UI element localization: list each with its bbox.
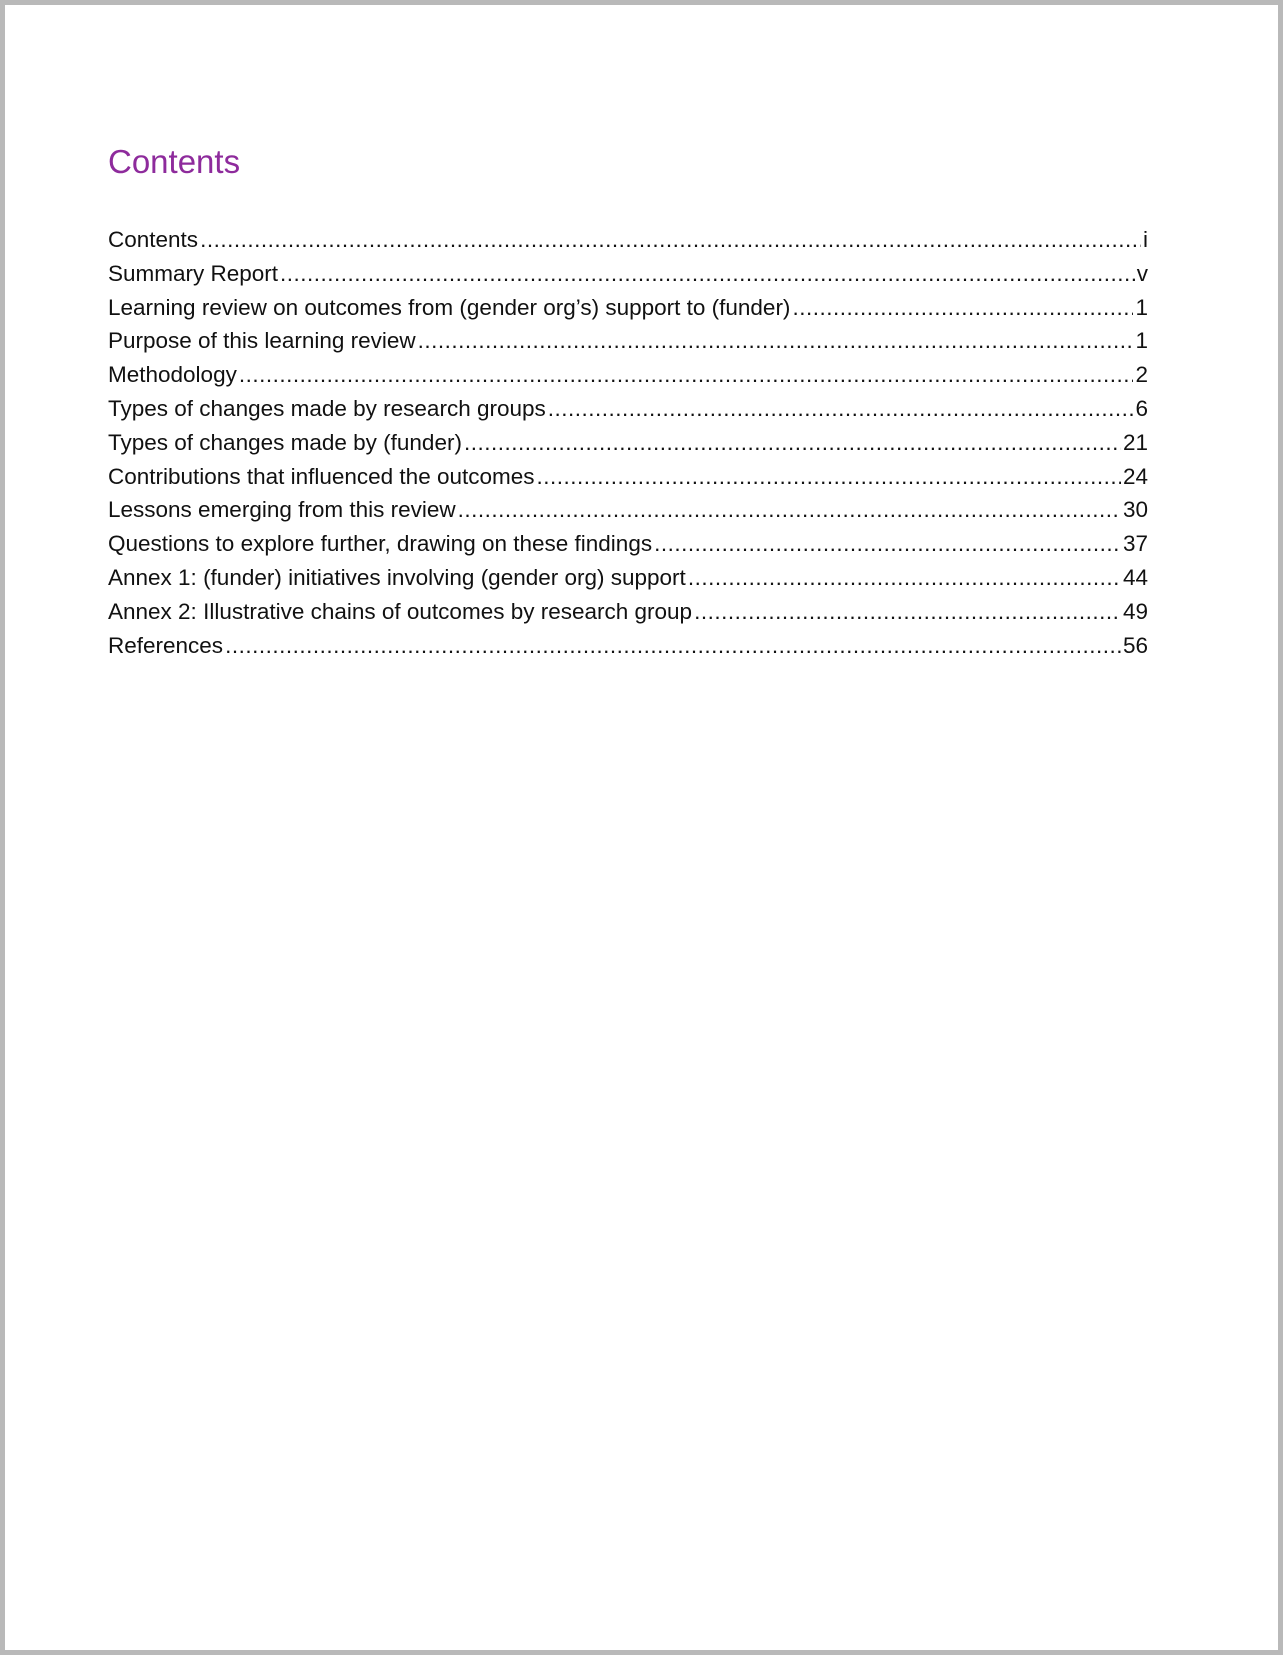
toc-entry-title: Annex 2: Illustrative chains of outcomes by research group [108,598,693,624]
toc-entry[interactable] [108,358,1148,392]
toc-entry-title: Lessons emerging from this review [108,497,456,523]
toc-dot-leader [225,629,1121,663]
toc-entry-page: 44 [1122,564,1148,590]
toc-entry-page: v [1136,260,1148,286]
toc-entry[interactable] [108,527,1148,561]
toc-entry-title: Contents [108,227,199,252]
toc-entry[interactable] [108,561,1148,595]
toc-entry-title: Annex 1: (funder) initiatives involving (gender org) support [108,564,686,590]
toc-dot-leader [537,460,1121,494]
page-title: Contents [108,143,241,180]
toc-entry-title: Learning review on outcomes from (gender org’s) support to (funder) [108,294,791,320]
toc-dot-leader [458,493,1121,527]
toc-entry[interactable] [108,257,1148,291]
toc-entry[interactable] [108,493,1148,527]
toc-dot-leader [654,527,1121,561]
toc-entry-page: 37 [1122,531,1148,557]
toc-entry-title: Contributions that influenced the outcomes [108,463,535,489]
toc-entry-page: i [1143,227,1148,252]
toc-entry-page: 49 [1122,598,1148,624]
toc-entry-page: 6 [1135,395,1148,421]
toc-dot-leader [688,561,1121,595]
toc-entry-title: Questions to explore further, drawing on these findings [108,531,653,557]
toc-dot-leader [694,595,1121,629]
toc-entry[interactable] [108,629,1148,663]
toc-entry-page: 30 [1122,497,1148,523]
toc-entry-page: 2 [1135,362,1148,388]
toc-entry-title: Summary Report [108,260,279,286]
toc-entry[interactable] [108,595,1148,629]
toc-dot-leader [200,223,1141,257]
toc-entry[interactable] [108,426,1148,460]
toc-entry-title: Types of changes made by research groups [108,395,546,421]
toc-entry-title: Types of changes made by (funder) [108,429,462,455]
table-of-contents [108,223,1148,662]
toc-dot-leader [239,358,1134,392]
toc-entry-page: 1 [1135,294,1148,320]
toc-entry[interactable] [108,460,1148,494]
toc-entry-title: References [108,632,224,658]
toc-dot-leader [418,324,1134,358]
toc-entry-page: 56 [1122,632,1148,658]
toc-entry-page: 24 [1122,463,1148,489]
toc-entry-page: 21 [1122,429,1148,455]
toc-dot-leader [548,392,1134,426]
toc-dot-leader [792,291,1133,325]
toc-entry-title: Purpose of this learning review [108,328,416,354]
toc-entry[interactable] [108,324,1148,358]
toc-entry-title: Methodology [108,362,237,388]
toc-entry[interactable] [108,392,1148,426]
toc-entry[interactable] [108,291,1148,325]
toc-dot-leader [280,257,1135,291]
toc-dot-leader [464,426,1121,460]
toc-entry[interactable] [108,223,1148,257]
toc-entry-page: 1 [1135,328,1148,354]
